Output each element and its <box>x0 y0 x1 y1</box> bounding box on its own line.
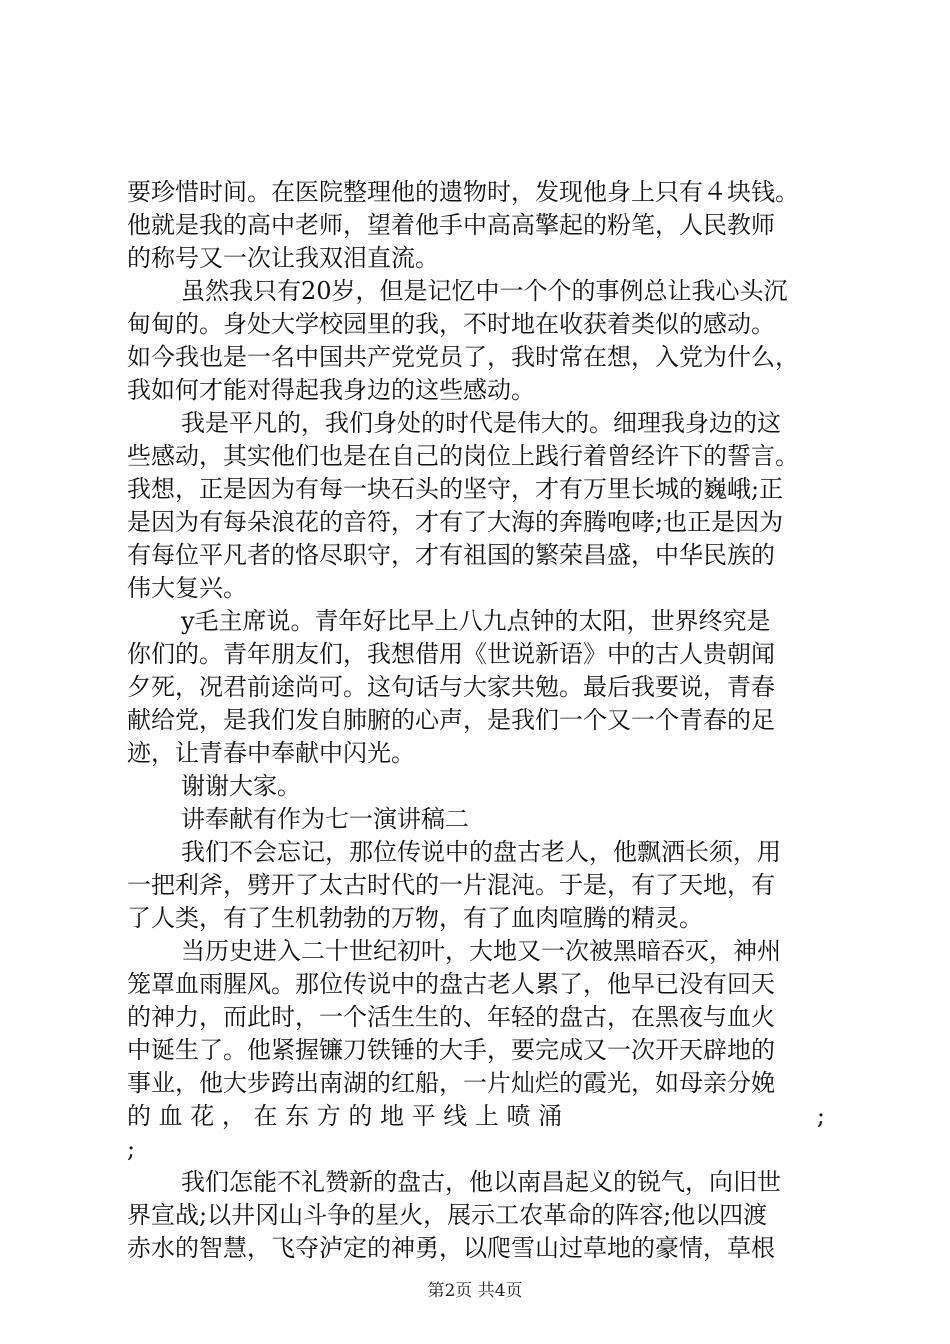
text-line: 的称号又一次让我双泪直流。 <box>127 244 439 272</box>
text-line: 一把利斧，劈开了太古时代的一片混沌。于是，有了天地，有 <box>127 871 775 899</box>
text-line: 我想，正是因为有每一块石头的坚守，才有万里长城的巍峨;正 <box>127 475 784 503</box>
text-line: 笼罩血雨腥风。那位传说中的盘古老人累了，他早已没有回天 <box>127 970 775 998</box>
section-title: 讲奉献有作为七一演讲稿二 <box>181 805 469 833</box>
text-line: 是因为有每朵浪花的音符，才有了大海的奔腾咆哮;也正是因为 <box>127 508 784 536</box>
text-line-justified <box>127 1100 837 1133</box>
text-line: 你们的。青年朋友们，我想借用《世说新语》中的古人贵朝闻 <box>127 640 775 668</box>
text-line: 有每位平凡者的恪尽职守，才有祖国的繁荣昌盛，中华民族的 <box>127 541 775 569</box>
text-line: 夕死，况君前途尚可。这句话与大家共勉。最后我要说，青春 <box>127 673 775 701</box>
text-line-left: 的 血 花 ， 在 东 方 的 地 平 线 上 喷 涌 <box>127 1102 563 1130</box>
text-line: 要珍惜时间。在医院整理他的遗物时，发现他身上只有４块钱。 <box>127 178 799 206</box>
text-line: 界宣战;以井冈山斗争的星火，展示工农革命的阵容;他以四渡 <box>127 1201 768 1229</box>
text-line: 中诞生了。他紧握镰刀铁锤的大手，要完成又一次开天辟地的 <box>127 1036 775 1064</box>
document-body <box>127 176 837 1265</box>
text-line-right: ; <box>816 1102 825 1130</box>
text-line: 我如何才能对得起我身边的这些感动。 <box>127 376 535 404</box>
closing-line: 谢谢大家。 <box>181 772 301 800</box>
paragraph-start-line: 虽然我只有20岁，但是记忆中一个个的事例总让我心头沉 <box>181 277 788 305</box>
text-line: 他就是我的高中老师，望着他手中高高擎起的粉笔，人民教师 <box>127 211 775 239</box>
page-number: 第2页 共4页 <box>427 1281 523 1301</box>
paragraph-start-line: 我们怎能不礼赞新的盘古，他以南昌起义的锐气，向旧世 <box>181 1168 781 1196</box>
text-line: 伟大复兴。 <box>127 574 247 602</box>
paragraph-start-line: y毛主席说。青年好比早上八九点钟的太阳，世界终究是 <box>181 607 771 635</box>
text-line: 甸甸的。身处大学校园里的我，不时地在收获着类似的感动。 <box>127 310 775 338</box>
page-footer <box>0 1279 950 1303</box>
paragraph-start-line: 当历史进入二十世纪初叶，大地又一次被黑暗吞灭，神州 <box>181 937 781 965</box>
text-line: ; <box>127 1135 136 1163</box>
text-line: 了人类，有了生机勃勃的万物，有了血肉喧腾的精灵。 <box>127 904 703 932</box>
text-line: 赤水的智慧，飞夺泸定的神勇，以爬雪山过草地的豪情，草根 <box>127 1234 775 1262</box>
text-line: 迹，让青春中奉献中闪光。 <box>127 739 415 767</box>
text-line: 献给党，是我们发自肺腑的心声，是我们一个又一个青春的足 <box>127 706 775 734</box>
text-line: 如今我也是一名中国共产党党员了，我时常在想，入党为什么， <box>127 343 799 371</box>
paragraph-start-line: 我们不会忘记，那位传说中的盘古老人，他飘洒长须，用 <box>181 838 781 866</box>
paragraph-start-line: 我是平凡的，我们身处的时代是伟大的。细理我身边的这 <box>181 409 781 437</box>
text-line: 事业，他大步跨出南湖的红船，一片灿烂的霞光，如母亲分娩 <box>127 1069 775 1097</box>
text-line: 些感动，其实他们也是在自己的岗位上践行着曾经许下的誓言。 <box>127 442 799 470</box>
text-line: 的神力，而此时，一个活生生的、年轻的盘古，在黑夜与血火 <box>127 1003 775 1031</box>
